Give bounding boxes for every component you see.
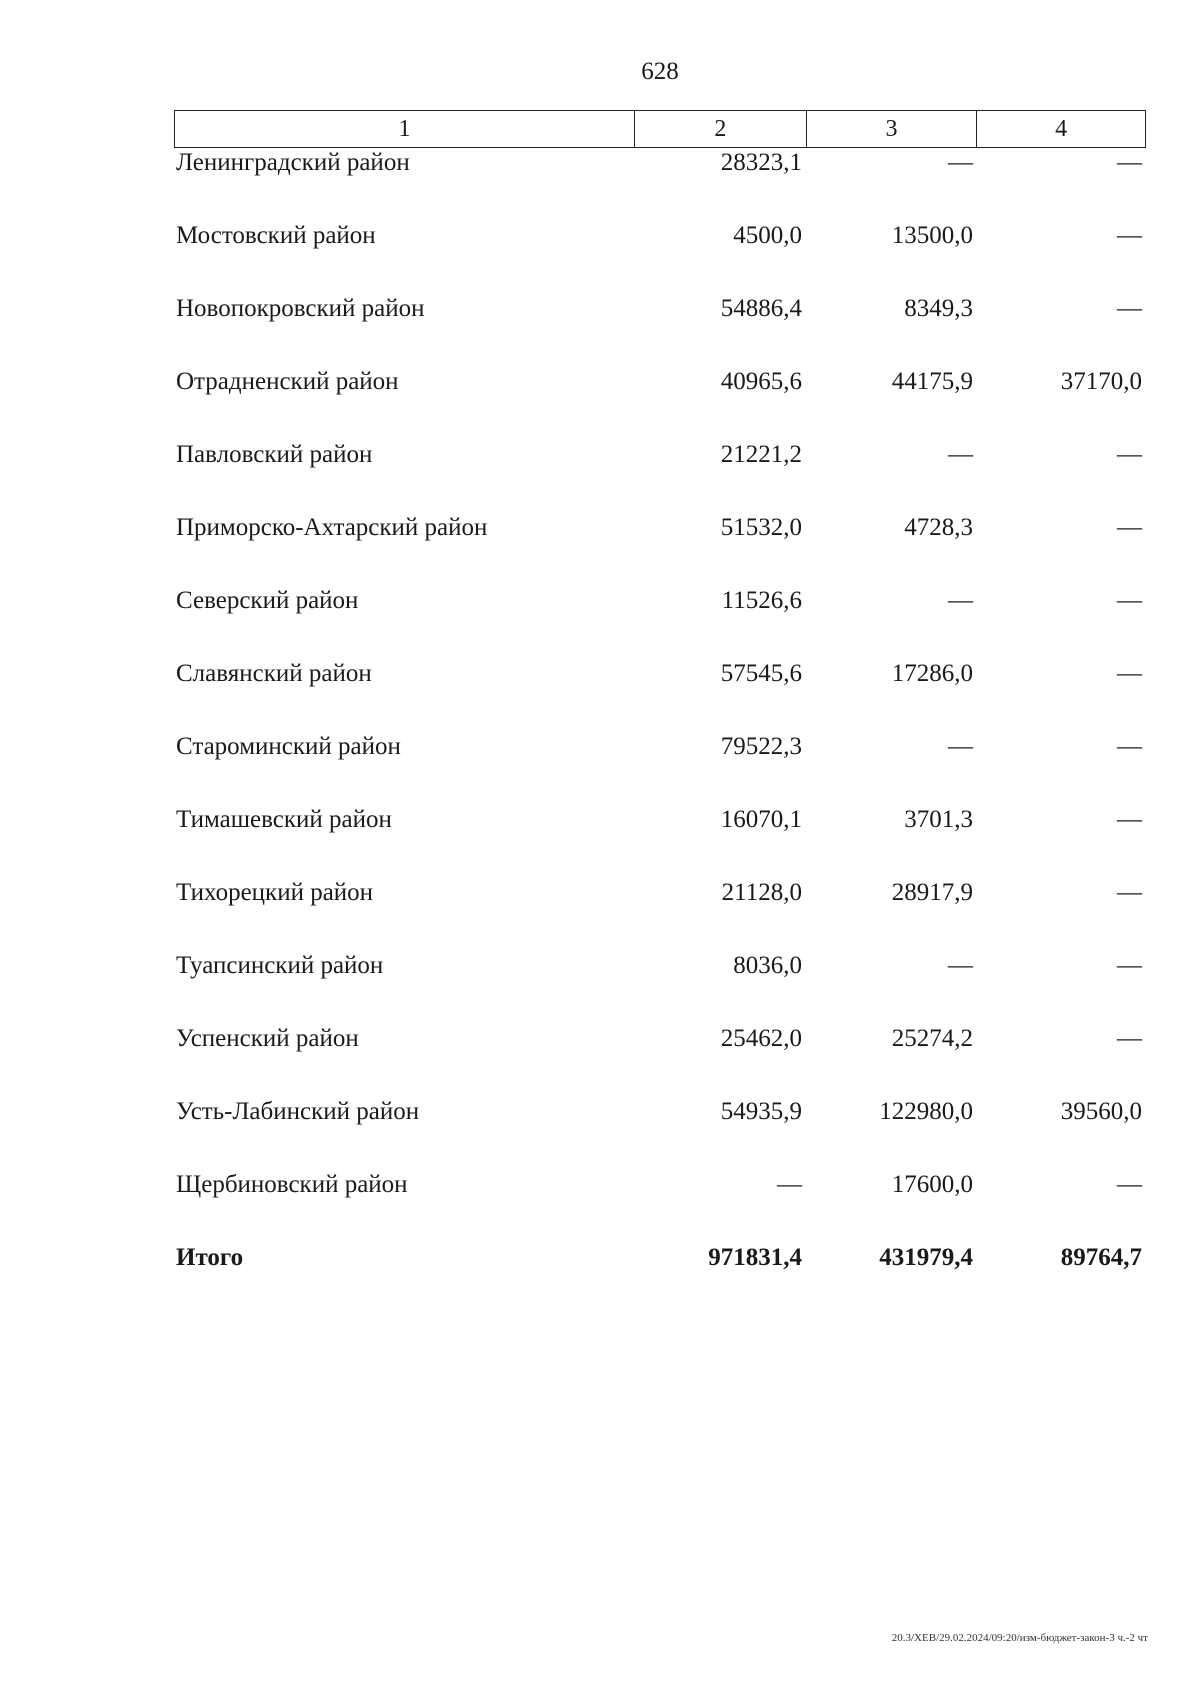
value-column-4: — bbox=[1117, 295, 1142, 322]
value-column-3: 17286,0 bbox=[891, 660, 973, 687]
district-name: Щербиновский район bbox=[176, 1171, 408, 1198]
value-column-2: 54935,9 bbox=[720, 1098, 802, 1125]
value-column-3: 8349,3 bbox=[904, 295, 973, 322]
column-header-1: 1 bbox=[398, 115, 411, 142]
table-row bbox=[174, 294, 1146, 367]
value-column-2: 54886,4 bbox=[720, 295, 802, 322]
table-row bbox=[174, 1170, 1146, 1243]
value-column-3: 4728,3 bbox=[904, 514, 973, 541]
value-column-3: — bbox=[948, 952, 973, 979]
table-row bbox=[174, 732, 1146, 805]
district-name: Славянский район bbox=[176, 660, 372, 687]
value-column-4: — bbox=[1117, 1171, 1142, 1198]
total-column-2: 971831,4 bbox=[708, 1244, 802, 1271]
value-column-4: — bbox=[1117, 1025, 1142, 1052]
district-name: Отрадненский район bbox=[176, 368, 399, 395]
value-column-3: — bbox=[948, 149, 973, 176]
value-column-4: — bbox=[1117, 587, 1142, 614]
value-column-2: 28323,1 bbox=[720, 149, 802, 176]
table-row bbox=[174, 513, 1146, 586]
value-column-4: — bbox=[1117, 733, 1142, 760]
table-row bbox=[174, 659, 1146, 732]
budget-table bbox=[174, 110, 1146, 1316]
district-name: Ленинградский район bbox=[176, 149, 410, 176]
value-column-2: — bbox=[777, 1171, 802, 1198]
value-column-2: 21128,0 bbox=[721, 879, 802, 906]
column-header-3: 3 bbox=[806, 111, 977, 147]
table-row bbox=[174, 221, 1146, 294]
total-column-3: 431979,4 bbox=[879, 1244, 973, 1271]
table-row bbox=[174, 878, 1146, 951]
table-row bbox=[174, 1097, 1146, 1170]
value-column-3: 25274,2 bbox=[891, 1025, 973, 1052]
value-column-4: 39560,0 bbox=[1060, 1098, 1142, 1125]
column-header-4: 4 bbox=[976, 111, 1145, 147]
value-column-4: 37170,0 bbox=[1060, 368, 1142, 395]
table-row bbox=[174, 805, 1146, 878]
table-row bbox=[174, 951, 1146, 1024]
table-row bbox=[174, 367, 1146, 440]
table-row bbox=[174, 148, 1146, 221]
value-column-3: 3701,3 bbox=[904, 806, 973, 833]
value-column-4: — bbox=[1117, 660, 1142, 687]
value-column-4: — bbox=[1117, 149, 1142, 176]
value-column-3: — bbox=[948, 733, 973, 760]
value-column-3: — bbox=[948, 441, 973, 468]
value-column-2: 79522,3 bbox=[720, 733, 802, 760]
value-column-2: 11526,6 bbox=[721, 587, 802, 614]
district-name: Успенский район bbox=[176, 1025, 359, 1052]
total-row bbox=[174, 1243, 1146, 1316]
district-name: Северский район bbox=[176, 587, 359, 614]
total-column-4: 89764,7 bbox=[1060, 1244, 1142, 1271]
table-row bbox=[174, 586, 1146, 659]
column-header-2: 2 bbox=[634, 111, 806, 147]
value-column-3: 17600,0 bbox=[891, 1171, 973, 1198]
value-column-4: — bbox=[1117, 441, 1142, 468]
district-name: Тихорецкий район bbox=[176, 879, 374, 906]
value-column-2: 4500,0 bbox=[733, 222, 802, 249]
table-body bbox=[174, 148, 1146, 1243]
value-column-3: — bbox=[948, 587, 973, 614]
value-column-4: — bbox=[1117, 514, 1142, 541]
table-row bbox=[174, 440, 1146, 513]
district-name: Павловский район bbox=[176, 441, 373, 468]
district-name: Туапсинский район bbox=[176, 952, 384, 979]
value-column-3: 122980,0 bbox=[879, 1098, 973, 1125]
value-column-2: 25462,0 bbox=[720, 1025, 802, 1052]
value-column-3: 13500,0 bbox=[891, 222, 973, 249]
value-column-3: 28917,9 bbox=[891, 879, 973, 906]
value-column-4: — bbox=[1117, 952, 1142, 979]
district-name: Тимашевский район bbox=[176, 806, 392, 833]
total-label: Итого bbox=[176, 1244, 244, 1271]
value-column-2: 16070,1 bbox=[720, 806, 802, 833]
district-name: Староминский район bbox=[176, 733, 401, 760]
value-column-2: 57545,6 bbox=[720, 660, 802, 687]
value-column-2: 21221,2 bbox=[720, 441, 802, 468]
footer-stamp: 20.3/ХЕВ/29.02.2024/09:20/изм-бюджет-закон-3 ч.-2 чт bbox=[891, 1632, 1148, 1644]
value-column-3: 44175,9 bbox=[891, 368, 973, 395]
value-column-4: — bbox=[1117, 222, 1142, 249]
value-column-2: 40965,6 bbox=[720, 368, 802, 395]
table-header-row bbox=[174, 110, 1146, 148]
district-name: Приморско-Ахтарский район bbox=[176, 514, 488, 541]
value-column-2: 8036,0 bbox=[733, 952, 802, 979]
page-number: 628 bbox=[641, 58, 679, 85]
district-name: Новопокровский район bbox=[176, 295, 425, 322]
district-name: Усть-Лабинский район bbox=[176, 1098, 420, 1125]
district-name: Мостовский район bbox=[176, 222, 376, 249]
value-column-4: — bbox=[1117, 806, 1142, 833]
value-column-2: 51532,0 bbox=[720, 514, 802, 541]
value-column-4: — bbox=[1117, 879, 1142, 906]
table-row bbox=[174, 1024, 1146, 1097]
